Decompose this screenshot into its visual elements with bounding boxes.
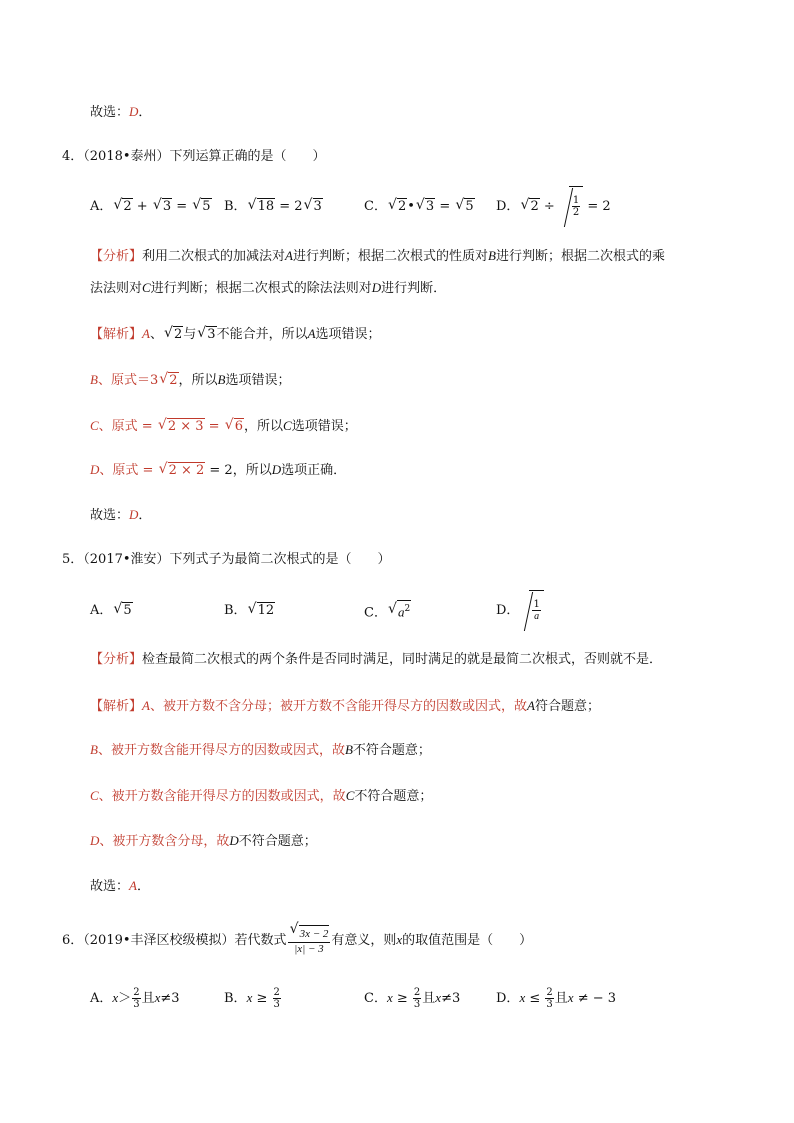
fraction (273, 987, 281, 1010)
operator: ＞ (118, 991, 132, 1006)
denominator: |x| − 3 (294, 943, 324, 955)
radical (113, 196, 132, 218)
solution-text: 选项错误； (225, 373, 291, 388)
numerator: 2 (133, 987, 140, 998)
letter: C (90, 788, 99, 803)
q4-analysis-line-2 (90, 278, 446, 299)
letter: A (307, 326, 316, 341)
letter: C (345, 788, 355, 803)
radical (388, 196, 407, 218)
numerator: 1 (572, 195, 580, 206)
analysis-tag: 【分析】 (90, 249, 143, 264)
analysis-text: 进行判断． (381, 281, 447, 296)
variable: x (386, 990, 393, 1005)
q5-solution-d (90, 831, 317, 852)
letter: B (488, 248, 496, 263)
option-label: D． (496, 199, 520, 214)
option-label: A． (90, 603, 113, 618)
solution-text: 、被开方数含能开得尽方的因数或因式，故 (97, 743, 345, 758)
analysis-text: 进行判断；根据二次根式的性质对 (292, 249, 488, 264)
radical (158, 417, 205, 437)
q4-option-b (224, 196, 323, 218)
q5-option-b (224, 600, 275, 622)
solution-text: ，所以 (178, 373, 218, 388)
q5-solution-b (90, 740, 431, 761)
option-label: B． (224, 199, 247, 214)
conjunction: 且 (422, 991, 436, 1006)
letter: A (526, 698, 535, 713)
solution-text: 、被开方数不含分母；被开方数不含能开得尽方的因数或因式，故 (149, 699, 527, 714)
analysis-text: 利用二次根式的加减法对 (142, 249, 286, 264)
radicand: 5 (123, 603, 132, 618)
letter: A (142, 698, 150, 713)
answer-dot: ． (138, 508, 152, 523)
q4-solution-d (90, 460, 346, 481)
radical (520, 187, 539, 227)
letter: D (90, 462, 100, 477)
fraction (413, 987, 421, 1010)
answer-letter: D (129, 507, 139, 522)
question-4-stem (62, 147, 326, 167)
solution-text: = 2，所以 (205, 463, 272, 478)
q6-option-d (496, 980, 616, 1017)
denominator: 3 (413, 999, 421, 1010)
base: a (397, 604, 405, 620)
letter: B (344, 742, 353, 757)
radical (248, 600, 276, 622)
variable: x (396, 932, 403, 947)
fraction (532, 599, 540, 622)
radicand: 12 (257, 603, 275, 618)
radical (290, 925, 330, 942)
radicand: 3 (425, 199, 435, 214)
denominator: a (534, 611, 540, 622)
variable: x (246, 990, 253, 1005)
question-6-stem (62, 922, 532, 959)
q4-option-a (90, 196, 212, 218)
question-5-stem (62, 550, 391, 570)
radical (113, 600, 132, 622)
option-label: D． (496, 603, 520, 618)
option-label: A． (90, 199, 113, 214)
operator: ≥ (252, 991, 272, 1006)
option-label: C． (364, 605, 387, 621)
numerator (288, 925, 331, 943)
radical (159, 371, 178, 391)
question-source: （2017•淮安） (83, 552, 170, 567)
option-label: D． (496, 991, 520, 1006)
solution-text: 、 (149, 327, 163, 342)
answer-prefix: 故选： (90, 508, 130, 523)
solution-text: 、被开方数含分母，故 (99, 834, 230, 849)
radicand: 2 (173, 327, 183, 342)
fraction (545, 987, 553, 1010)
analysis-text: 检查最简二次根式的两个条件是否同时满足，同时满足的就是最简二次根式，否则就不是． (142, 652, 663, 667)
solution-text: 选项错误； (315, 327, 381, 342)
q4-solution-a (90, 324, 381, 345)
radicand: 2 × 2 (168, 463, 205, 478)
q4-option-d (496, 186, 611, 227)
q4-solution-b (90, 370, 291, 391)
operator: • (407, 199, 415, 214)
variable: x (112, 990, 119, 1005)
radical (559, 186, 583, 227)
solution-text: 不能合并，所以 (216, 327, 308, 342)
q5-option-c (364, 600, 411, 624)
operator: ≠3 (441, 991, 461, 1006)
radical (197, 325, 216, 345)
solution-text: = (204, 419, 224, 434)
radical (192, 196, 211, 218)
operator: ≤ (525, 991, 545, 1006)
variable: x (154, 990, 161, 1005)
question-text: 下列运算正确的是（ ） (169, 149, 326, 164)
numerator: 2 (413, 987, 421, 998)
conjunction: 且 (554, 991, 568, 1006)
question-text: 有意义，则 (331, 933, 397, 948)
solution-text: 、原式 = (98, 419, 157, 434)
radical (304, 196, 323, 218)
radical (519, 590, 543, 631)
answer-line-q3 (90, 102, 151, 123)
variable: x (519, 990, 526, 1005)
q5-solution-a (90, 696, 600, 717)
radicand: 6 (234, 419, 243, 434)
conjunction: 且 (141, 991, 155, 1006)
radicand: 18 (257, 199, 275, 214)
letter: C (90, 418, 99, 433)
q6-option-a (90, 980, 180, 1017)
solution-text: 、原式＝3 (97, 373, 159, 388)
radical (416, 196, 435, 218)
operator: ≥ (392, 991, 412, 1006)
radicand: 2 (123, 199, 132, 214)
radical (248, 196, 276, 218)
solution-text: 、原式 = (99, 463, 158, 478)
q5-option-a (90, 600, 133, 622)
option-label: B． (224, 603, 247, 618)
solution-text: 符合题意； (534, 699, 600, 714)
question-number: 6． (62, 933, 84, 948)
letter: D (229, 833, 239, 848)
radical (455, 196, 474, 218)
analysis-text: 进行判断；根据二次根式的除法法则对 (150, 281, 372, 296)
q5-analysis (90, 650, 662, 670)
letter: C (142, 280, 151, 295)
radicand: 2 (169, 373, 178, 388)
radicand (529, 590, 543, 631)
letter: B (90, 372, 98, 387)
q4-option-c (364, 196, 475, 218)
solution-text: 不符合题意； (354, 789, 433, 804)
answer-letter: D (129, 104, 139, 119)
radicand: 5 (202, 199, 211, 214)
radicand: 2 × 3 (167, 419, 204, 434)
exponent: 2 (404, 604, 411, 614)
answer-line-q5 (90, 876, 150, 897)
question-text: 下列式子为最简二次根式的是（ ） (169, 552, 391, 567)
radicand: 2 (397, 199, 407, 214)
q6-option-c (364, 980, 460, 1017)
fraction (288, 925, 331, 956)
radicand: 2 (530, 199, 539, 214)
operator: + (132, 199, 152, 214)
answer-prefix: 故选： (90, 879, 130, 894)
radical (159, 461, 206, 481)
answer-letter: A (129, 878, 137, 893)
option-label: A． (90, 991, 113, 1006)
question-text: 若代数式 (234, 933, 287, 948)
radical (153, 196, 172, 218)
radicand (569, 186, 583, 227)
operator: = (172, 199, 192, 214)
radicand: 3 (207, 327, 216, 342)
solution-text: 与 (183, 327, 197, 342)
solution-tag: 【解析】 (90, 327, 143, 342)
answer-line-q4 (90, 505, 151, 526)
option-label: C． (364, 991, 387, 1006)
answer-prefix: 故选： (90, 105, 130, 120)
operator: ÷ (539, 199, 559, 214)
solution-text: 不符合题意； (352, 743, 431, 758)
solution-text: ，所以 (244, 419, 284, 434)
answer-dot: ． (136, 879, 150, 894)
question-text: 的取值范围是（ ） (402, 933, 533, 948)
radical (225, 417, 244, 437)
analysis-text: 进行判断；根据二次根式的乘 (495, 249, 665, 264)
operator: = 2 (275, 199, 303, 214)
denominator: 3 (546, 999, 553, 1010)
variable: x (435, 990, 442, 1005)
denominator: 3 (273, 999, 280, 1010)
solution-text: 选项错误； (291, 419, 357, 434)
analysis-tag: 【分析】 (90, 652, 143, 667)
question-number: 4． (62, 149, 84, 164)
option-label: C． (364, 199, 387, 214)
fraction (572, 195, 580, 218)
answer-dot: ． (138, 105, 152, 120)
q6-option-b (224, 980, 282, 1017)
operator: ≠ − 3 (573, 991, 617, 1006)
denominator: 2 (572, 207, 580, 218)
letter: B (90, 742, 98, 757)
operator: ≠3 (160, 991, 180, 1006)
numerator: 2 (273, 987, 280, 998)
variable: x (567, 990, 574, 1005)
solution-text: 不符合题意； (238, 834, 317, 849)
letter: C (283, 418, 292, 433)
radical (164, 325, 183, 345)
letter: D (371, 280, 382, 295)
question-source: （2019•丰泽区校级模拟） (83, 933, 235, 948)
radicand: 3x − 2 (299, 925, 330, 942)
q4-analysis-line-1 (90, 246, 665, 267)
q4-solution-c (90, 416, 357, 437)
letter: D (271, 462, 282, 477)
q5-solution-c (90, 786, 432, 807)
solution-tag: 【解析】 (90, 699, 143, 714)
letter: D (90, 833, 100, 848)
question-source: （2018•泰州） (83, 149, 170, 164)
numerator: 1 (533, 599, 540, 610)
numerator: 2 (546, 987, 553, 998)
letter: B (217, 372, 226, 387)
fraction (132, 987, 140, 1010)
radicand (397, 600, 411, 621)
option-label: B． (224, 991, 247, 1006)
solution-text: 选项正确． (281, 463, 347, 478)
letter: A (142, 326, 150, 341)
denominator: 3 (133, 999, 140, 1010)
letter: A (285, 248, 293, 263)
radicand: 3 (162, 199, 172, 214)
operator: = 2 (583, 199, 611, 214)
radicand: 5 (465, 199, 474, 214)
operator: = (435, 199, 455, 214)
analysis-text: 法法则对 (90, 281, 143, 296)
question-number: 5． (62, 552, 84, 567)
radicand: 3 (313, 199, 322, 214)
solution-text: 、被开方数含能开得尽方的因数或因式，故 (98, 789, 346, 804)
radical (388, 600, 411, 624)
q5-option-d (496, 590, 544, 631)
